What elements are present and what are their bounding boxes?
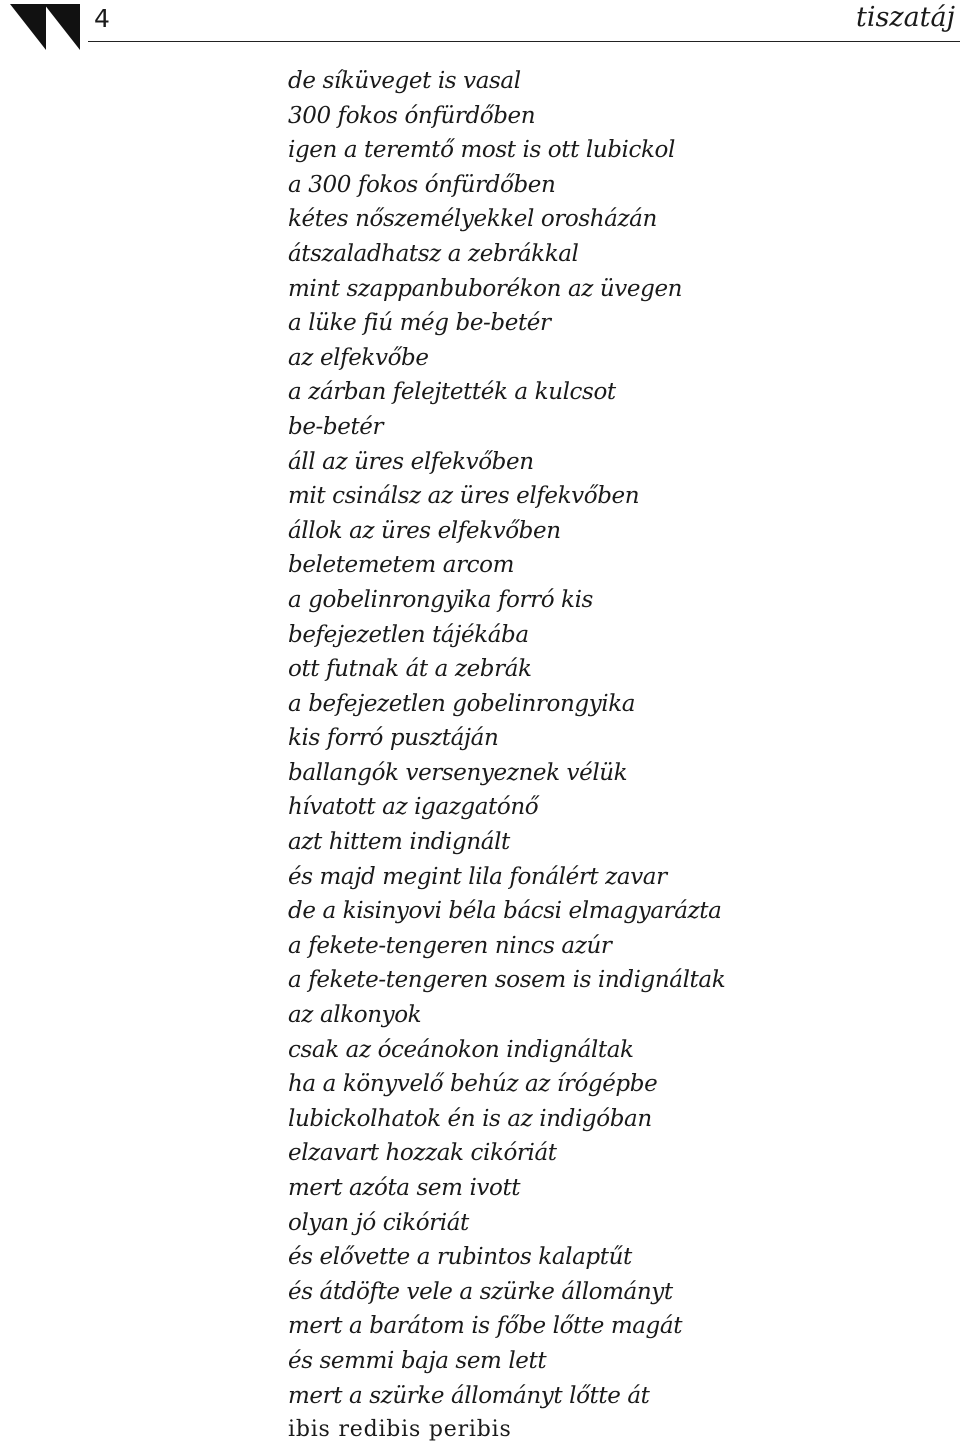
poem-line: és majd megint lila fonálért zavar [288,863,667,890]
poem-line: állok az üres elfekvőben [288,517,561,544]
poem-line: hívatott az igazgatónő [288,794,539,821]
poem-line: a zárban felejtették a kulcsot [288,379,616,406]
header-rule [88,41,960,42]
poem-line: mit csinálsz az üres elfekvőben [288,483,640,510]
poem-line: befejezetlen tájékába [288,621,529,648]
poem-line: a befejezetlen gobelinrongyika [288,690,636,717]
poem-line: kétes nőszemélyekkel orosházán [288,206,657,233]
poem-line: és átdöfte vele a szürke állományt [288,1278,673,1305]
poem-line: ott futnak át a zebrák [288,656,532,683]
poem-line: de a kisinyovi béla bácsi elmagyarázta [288,898,722,925]
journal-title: tiszatáj [856,2,955,33]
poem-line: ha a könyvelő behúz az írógépbe [288,1071,658,1098]
poem-line: és semmi baja sem lett [288,1347,547,1374]
poem-line: ballangók versenyeznek vélük [288,759,628,786]
poem-last-line: ibis redibis peribis [288,1417,512,1443]
poem-line: mint szappanbuborékon az üvegen [288,275,683,302]
poem-line: mert azóta sem ivott [288,1175,521,1201]
poem-line: a gobelinrongyika forró kis [288,586,593,613]
poem-line: mert a barátom is főbe lőtte magát [288,1313,683,1340]
poem-line: és elővette a rubintos kalaptűt [288,1244,632,1271]
poem-line: be-betér [288,413,384,440]
poem-line: beletemetem arcom [288,552,514,579]
poem-line: de síküveget is vasal [288,68,521,94]
poem-line: kis forró pusztáján [288,725,499,752]
poem-line: áll az üres elfekvőben [288,448,534,475]
poem-line: az alkonyok [288,1002,422,1029]
poem-line: csak az óceánokon indignáltak [288,1036,634,1063]
poem-line: elzavart hozzak cikóriát [288,1140,557,1167]
poem-line: olyan jó cikóriát [288,1209,469,1236]
poem-line: átszaladhatsz a zebrákkal [288,240,579,267]
poem-line: igen a teremtő most is ott lubickol [288,137,675,164]
page-header [0,0,960,60]
poem-line: a lüke fiú még be-betér [288,310,551,337]
poem-line: azt hittem indignált [288,829,510,856]
poem-line: 300 fokos ónfürdőben [288,102,536,129]
poem-line: lubickolhatok én is az indigóban [288,1105,652,1132]
poem-line: a 300 fokos ónfürdőben [288,171,556,198]
page-number: 4 [94,4,110,33]
poem-line: az elfekvőbe [288,344,429,371]
double-triangle-logo-icon [10,4,80,50]
poem-line: a fekete-tengeren nincs azúr [288,932,612,959]
poem-line: mert a szürke állományt lőtte át [288,1382,650,1409]
poem-text [288,64,948,1448]
poem-line: a fekete-tengeren sosem is indignáltak [288,967,726,994]
